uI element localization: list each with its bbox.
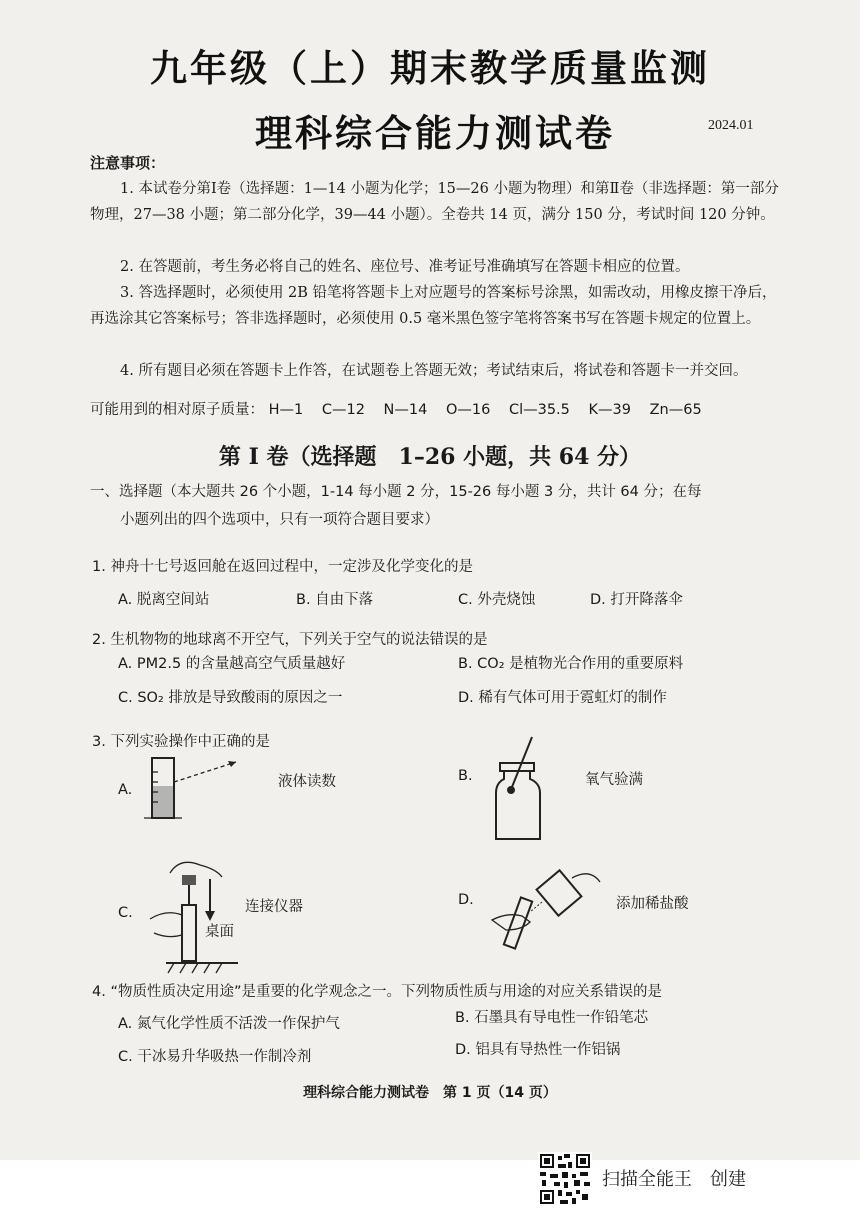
acid-adding-icon xyxy=(486,868,606,950)
notice-item-1: 1. 本试卷分第Ⅰ卷（选择题：1—14 小题为化学；15—26 小题为物理）和第Ⅱ卷（非选择题：第一部分物理，27—38 小题；第二部分化学，39—44 小题）。全卷共 14 页，满分 150 分，考试时间 120 分钟。 xyxy=(90,181,779,223)
atomic-masses-label: 可能用到的相对原子质量： xyxy=(90,402,264,418)
tube-connection-icon xyxy=(130,855,240,980)
q2-option-a: A. PM2.5 的含量越高空气质量越好 xyxy=(118,656,346,672)
q3-option-b-label: 氧气验满 xyxy=(585,772,643,788)
q2-option-b: B. CO₂ 是植物光合作用的重要原料 xyxy=(458,656,684,672)
notice-item-2: 2. 在答题前，考生务必将自己的姓名、座位号、准考证号准确填写在答题卡相应的位置。 xyxy=(120,259,690,275)
q1-stem: 1. 神舟十七号返回舱在返回过程中，一定涉及化学变化的是 xyxy=(92,559,473,575)
atomic-mass-c: C—12 xyxy=(321,402,365,418)
notice-heading: 注意事项： xyxy=(90,154,166,172)
q1-option-c: C. 外壳烧蚀 xyxy=(458,592,536,608)
atomic-mass-cl: Cl—35.5 xyxy=(508,402,570,418)
q2-option-d: D. 稀有气体可用于霓虹灯的制作 xyxy=(458,690,667,706)
q3-option-d-letter: D. xyxy=(458,892,474,908)
q2-option-c: C. SO₂ 排放是导致酸雨的原因之一 xyxy=(118,690,343,706)
notice-item-3: 3. 答选择题时，必须使用 2B 铅笔将答题卡上对应题号的答案标号涂黑，如需改动，用橡皮擦干净后，再选涂其它答案标号；答非选择题时，必须使用 0.5 毫米黑色签字笔将答案书写在答题卡规定的位置上。 xyxy=(90,285,777,327)
atomic-mass-k: K—39 xyxy=(588,402,631,418)
section-instructions xyxy=(90,478,790,534)
qr-code-icon xyxy=(538,1152,592,1206)
q4-stem: 4. “物质性质决定用途”是重要的化学观念之一。下列物质性质与用途的对应关系错误的是 xyxy=(92,984,662,1000)
q4-option-b: B. 石墨具有导电性一作铅笔芯 xyxy=(455,1010,649,1026)
q1-option-d: D. 打开降落伞 xyxy=(590,592,683,608)
atomic-mass-o: O—16 xyxy=(445,402,491,418)
q3-option-c-letter: C. xyxy=(118,905,133,921)
section-line-2: 小题列出的四个选项中，只有一项符合题目要求） xyxy=(120,512,439,528)
atomic-mass-n: N—14 xyxy=(383,402,428,418)
q3-option-c-label: 连接仪器 xyxy=(245,899,303,915)
scanner-credit: 扫描全能王 创建 xyxy=(602,1169,746,1190)
q3-option-a-label: 液体读数 xyxy=(278,774,336,790)
page-footer: 理科综合能力测试卷 第 1 页（14 页） xyxy=(303,1085,557,1101)
q2-stem: 2. 生机物物的地球离不开空气，下列关于空气的说法错误的是 xyxy=(92,632,488,648)
atomic-mass-h: H—1 xyxy=(268,402,304,418)
atomic-masses xyxy=(90,398,716,419)
q3-option-d-label: 添加稀盐酸 xyxy=(616,896,689,912)
section-line-1: 一、选择题（本大题共 26 个小题，1-14 每小题 2 分，15-26 每小题 3 分，共计 64 分；在每 xyxy=(90,484,702,500)
atomic-mass-zn: Zn—65 xyxy=(649,402,702,418)
notice-item-4: 4. 所有题目必须在答题卡上作答，在试题卷上答题无效；考试结束后，将试卷和答题卡一并交回。 xyxy=(120,363,748,379)
q1-option-b: B. 自由下落 xyxy=(296,592,374,608)
exam-date: 2024.01 xyxy=(708,118,754,133)
exam-title: 九年级（上）期末教学质量监测 xyxy=(150,46,710,90)
q4-option-a: A. 氮气化学性质不活泼一作保护气 xyxy=(118,1016,340,1032)
graduated-cylinder-icon xyxy=(140,752,250,822)
q3-stem: 3. 下列实验操作中正确的是 xyxy=(92,734,270,750)
q3-desk-label: 桌面 xyxy=(205,924,234,940)
q4-option-c: C. 干冰易升华吸热一作制冷剂 xyxy=(118,1049,312,1065)
part1-title: 第 I 卷（选择题 1–26 小题，共 64 分） xyxy=(218,444,642,470)
q3-option-a-letter: A. xyxy=(118,782,133,798)
q3-option-b-letter: B. xyxy=(458,768,473,784)
exam-subtitle: 理科综合能力测试卷 xyxy=(255,111,615,155)
q1-option-a: A. 脱离空间站 xyxy=(118,592,210,608)
q4-option-d: D. 铝具有导热性一作铝锅 xyxy=(455,1042,621,1058)
gas-bottle-icon xyxy=(488,735,558,845)
